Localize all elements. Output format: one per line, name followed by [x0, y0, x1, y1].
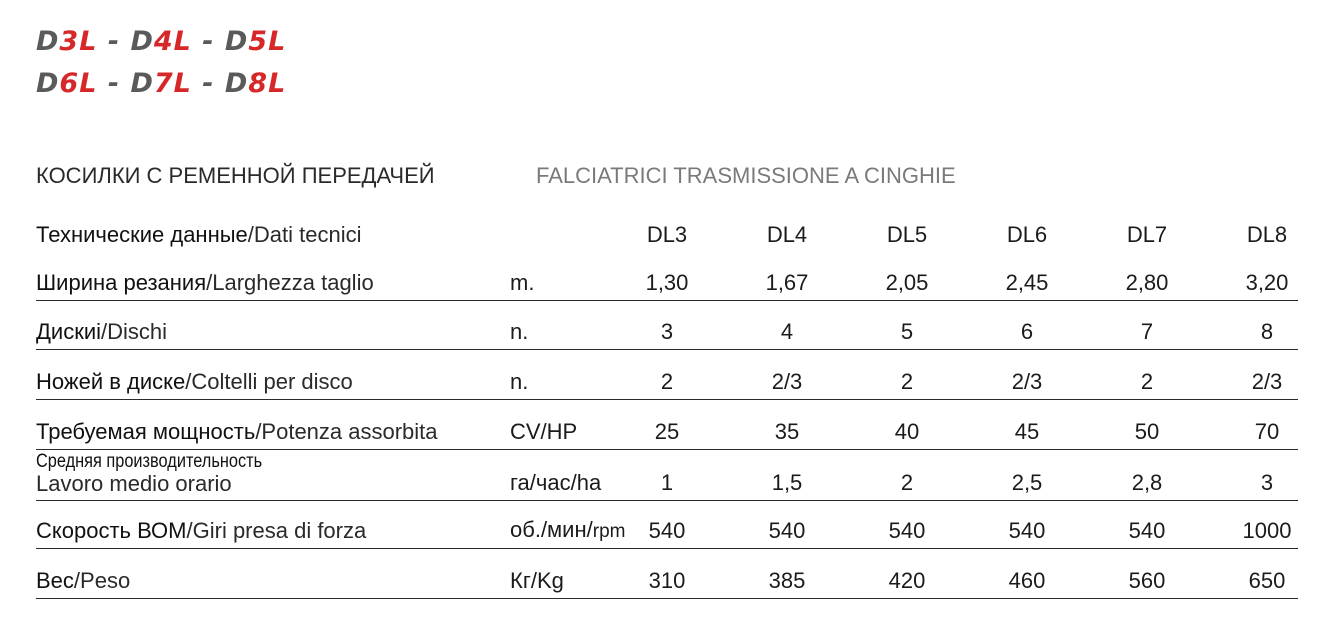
row-unit: n.: [510, 318, 529, 344]
row-value: 1,67: [765, 269, 809, 295]
table-row: [36, 309, 1298, 350]
row-unit: n.: [510, 368, 529, 394]
row-value: 2/3: [1011, 368, 1043, 394]
logo-model-number: 3L: [59, 26, 98, 57]
row-unit: [510, 569, 564, 593]
logo-separator: -: [97, 68, 131, 99]
row-unit-main: га/час/: [510, 469, 577, 495]
row-value: 2,80: [1125, 269, 1169, 295]
logo-model-number: 8L: [248, 68, 287, 99]
model-header: DL5: [886, 221, 928, 247]
model-logo-line-1: [36, 28, 286, 55]
model-header: DL4: [766, 221, 808, 247]
logo-prefix: D: [130, 26, 154, 57]
logo-prefix: D: [130, 68, 154, 99]
row-value: 650: [1248, 567, 1286, 593]
row-value: 540: [1008, 517, 1046, 543]
row-value: 560: [1128, 567, 1166, 593]
header-label: [36, 223, 362, 247]
row-value: 70: [1254, 418, 1280, 444]
logo-model-number: 6L: [59, 68, 98, 99]
model-header: DL6: [1006, 221, 1048, 247]
row-value: 420: [888, 567, 926, 593]
row-value: 2,45: [1005, 269, 1049, 295]
row-unit: m.: [510, 269, 535, 295]
row-unit-tail: rpm: [592, 521, 626, 543]
row-value: 2/3: [1251, 368, 1283, 394]
table-row: [36, 558, 1298, 599]
row-value: 4: [780, 318, 794, 344]
row-unit-tail: ha: [576, 469, 602, 495]
row-value: 3: [660, 318, 674, 344]
logo-prefix: D: [224, 26, 249, 57]
model-header: DL7: [1126, 221, 1168, 247]
row-value: 2: [660, 368, 674, 394]
row-value: 2,8: [1131, 469, 1163, 495]
section-title-ru: КОСИЛКИ С РЕМЕННОЙ ПЕРЕДАЧЕЙ: [36, 163, 435, 188]
header-label-ru: Технические данные: [36, 221, 248, 247]
row-label-ru: Дискиi: [36, 318, 101, 344]
row-value: 310: [648, 567, 686, 593]
row-label-ru: Ширина резания: [36, 269, 207, 295]
row-label-it: /Coltelli per disco: [185, 368, 353, 394]
model-header: DL8: [1246, 221, 1288, 247]
table-row: [36, 508, 1298, 549]
logo-separator: -: [191, 26, 225, 57]
row-unit-main: об./мин/: [510, 517, 593, 543]
logo-prefix: D: [36, 68, 60, 99]
row-label: [36, 271, 374, 295]
row-value: 460: [1008, 567, 1046, 593]
model-header: DL3: [646, 221, 688, 247]
row-value: 25: [654, 418, 680, 444]
row-value: 3: [1260, 469, 1274, 495]
logo-model-number: 5L: [248, 26, 287, 57]
row-value: 540: [768, 517, 806, 543]
row-label: [36, 370, 353, 394]
row-unit: [510, 471, 601, 495]
row-label: [36, 320, 167, 344]
row-value: 7: [1140, 318, 1154, 344]
row-unit-tail: Kg: [536, 567, 564, 593]
row-value: 45: [1014, 418, 1040, 444]
table-row: [36, 359, 1298, 400]
logo-separator: -: [191, 68, 225, 99]
row-label: [36, 569, 130, 593]
table-row: [36, 260, 1298, 301]
row-value: 50: [1134, 418, 1160, 444]
logo-model-number: 7L: [153, 68, 192, 99]
table-header-row: [36, 212, 1298, 252]
row-value: 40: [894, 418, 920, 444]
row-value: 6: [1020, 318, 1034, 344]
row-label-it: /Larghezza taglio: [206, 269, 374, 295]
row-value: 2,5: [1011, 469, 1043, 495]
row-value: 540: [1128, 517, 1166, 543]
table-row: [36, 409, 1298, 450]
row-value: 2: [900, 469, 914, 495]
row-value: 2: [900, 368, 914, 394]
row-value: 540: [648, 517, 686, 543]
row-label-it: /Peso: [73, 567, 131, 593]
row-value: 5: [900, 318, 914, 344]
row-label-ru: Скорость ВОМ: [36, 517, 187, 543]
row-label-it: /Giri presa di forza: [186, 517, 367, 543]
row-unit-main: Кг/: [510, 567, 537, 593]
header-label-it: /Dati tecnici: [247, 221, 362, 247]
row-label: [36, 420, 438, 444]
row-value: 1,30: [645, 269, 689, 295]
row-value: 385: [768, 567, 806, 593]
row-label-ru: Требуемая мощность: [36, 418, 256, 444]
logo-prefix: D: [36, 26, 60, 57]
row-value: 2,05: [885, 269, 929, 295]
table-row: [36, 450, 1298, 501]
row-label-ru: Ножей в диске: [36, 368, 186, 394]
row-label: [36, 452, 299, 495]
row-label-it: /Dischi: [101, 318, 168, 344]
row-label-it: /Potenza assorbita: [255, 418, 438, 444]
row-value: 1: [660, 469, 674, 495]
model-logo-line-2: [36, 70, 286, 97]
logo-model-number: 4L: [153, 26, 192, 57]
row-unit: CV/HP: [510, 418, 578, 444]
row-value: 1,5: [771, 469, 803, 495]
row-value: 2/3: [771, 368, 803, 394]
section-title-it: FALCIATRICI TRASMISSIONE A CINGHIE: [536, 163, 956, 188]
row-value: 540: [888, 517, 926, 543]
logo-separator: -: [97, 26, 131, 57]
row-value: 1000: [1242, 517, 1292, 543]
row-label-ru: Средняя производительность: [36, 450, 263, 472]
row-label-ru: Вес: [36, 567, 74, 593]
row-value: 2: [1140, 368, 1154, 394]
row-value: 8: [1260, 318, 1274, 344]
row-label: [36, 519, 366, 543]
row-unit: [510, 518, 625, 543]
row-value: 35: [774, 418, 800, 444]
row-label-it: Lavoro medio orario: [36, 470, 232, 496]
row-value: 3,20: [1245, 269, 1289, 295]
logo-prefix: D: [224, 68, 249, 99]
